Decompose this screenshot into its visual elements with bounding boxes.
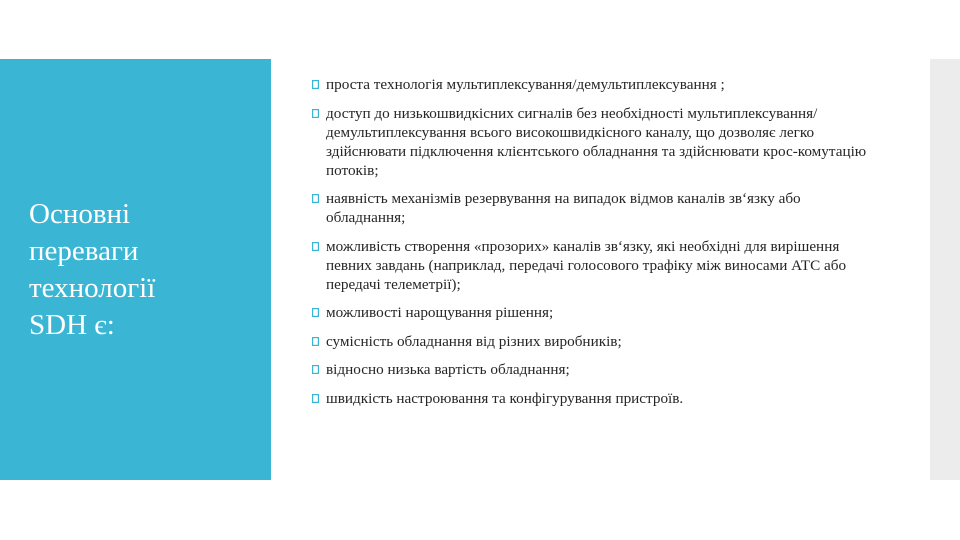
slide-title (29, 196, 259, 344)
square-bullet-icon (312, 242, 319, 251)
square-bullet-icon (312, 194, 319, 203)
square-bullet-icon (312, 337, 319, 346)
bullet-text: відносно низька вартість обладнання; (326, 361, 570, 378)
bullet-text: можливості нарощування рішення; (326, 304, 554, 321)
title-line: SDH є: (29, 309, 115, 341)
bullet-text: сумісність обладнання від різних виробників; (326, 332, 622, 350)
square-bullet-icon (312, 109, 319, 118)
bullet-item (312, 389, 872, 408)
title-line: переваги (29, 235, 139, 267)
bullet-text: швидкість настроювання та конфігурування пристроїв. (326, 389, 684, 407)
bullet-list (312, 75, 872, 417)
bullet-text: доступ до низькошвидкісних сигналів без необхідності мультиплексування/демультиплексування всього високошвидкісного каналу, що дозволяє легко здійснювати підключення клієнтського обладнання та здійснювати крос-комутацію потоків; (326, 104, 867, 179)
bullet-text: можливість створення «прозорих» каналів зв‘язку, які необхідні для вирішення певних завдань (наприклад, передачі голосового трафіку між виносами АТС або передачі телеметрії); (326, 237, 847, 293)
bullet-item (312, 360, 872, 379)
bullet-item (312, 332, 872, 351)
square-bullet-icon (312, 308, 319, 317)
square-bullet-icon (312, 365, 319, 374)
bullet-item (312, 75, 872, 94)
square-bullet-icon (312, 394, 319, 403)
bullet-text: проста технологія мультиплексування/демультиплексування ; (326, 76, 725, 93)
square-bullet-icon (312, 80, 319, 89)
bullet-text: наявність механізмів резервування на випадок відмов каналів зв‘язку або обладнання; (326, 190, 801, 226)
bullet-item (312, 104, 872, 180)
title-line: Основні (29, 198, 131, 230)
bullet-item (312, 303, 872, 322)
bullet-item (312, 189, 872, 227)
bullet-item (312, 237, 872, 294)
title-line: технології (29, 272, 156, 304)
side-strip (930, 59, 960, 480)
